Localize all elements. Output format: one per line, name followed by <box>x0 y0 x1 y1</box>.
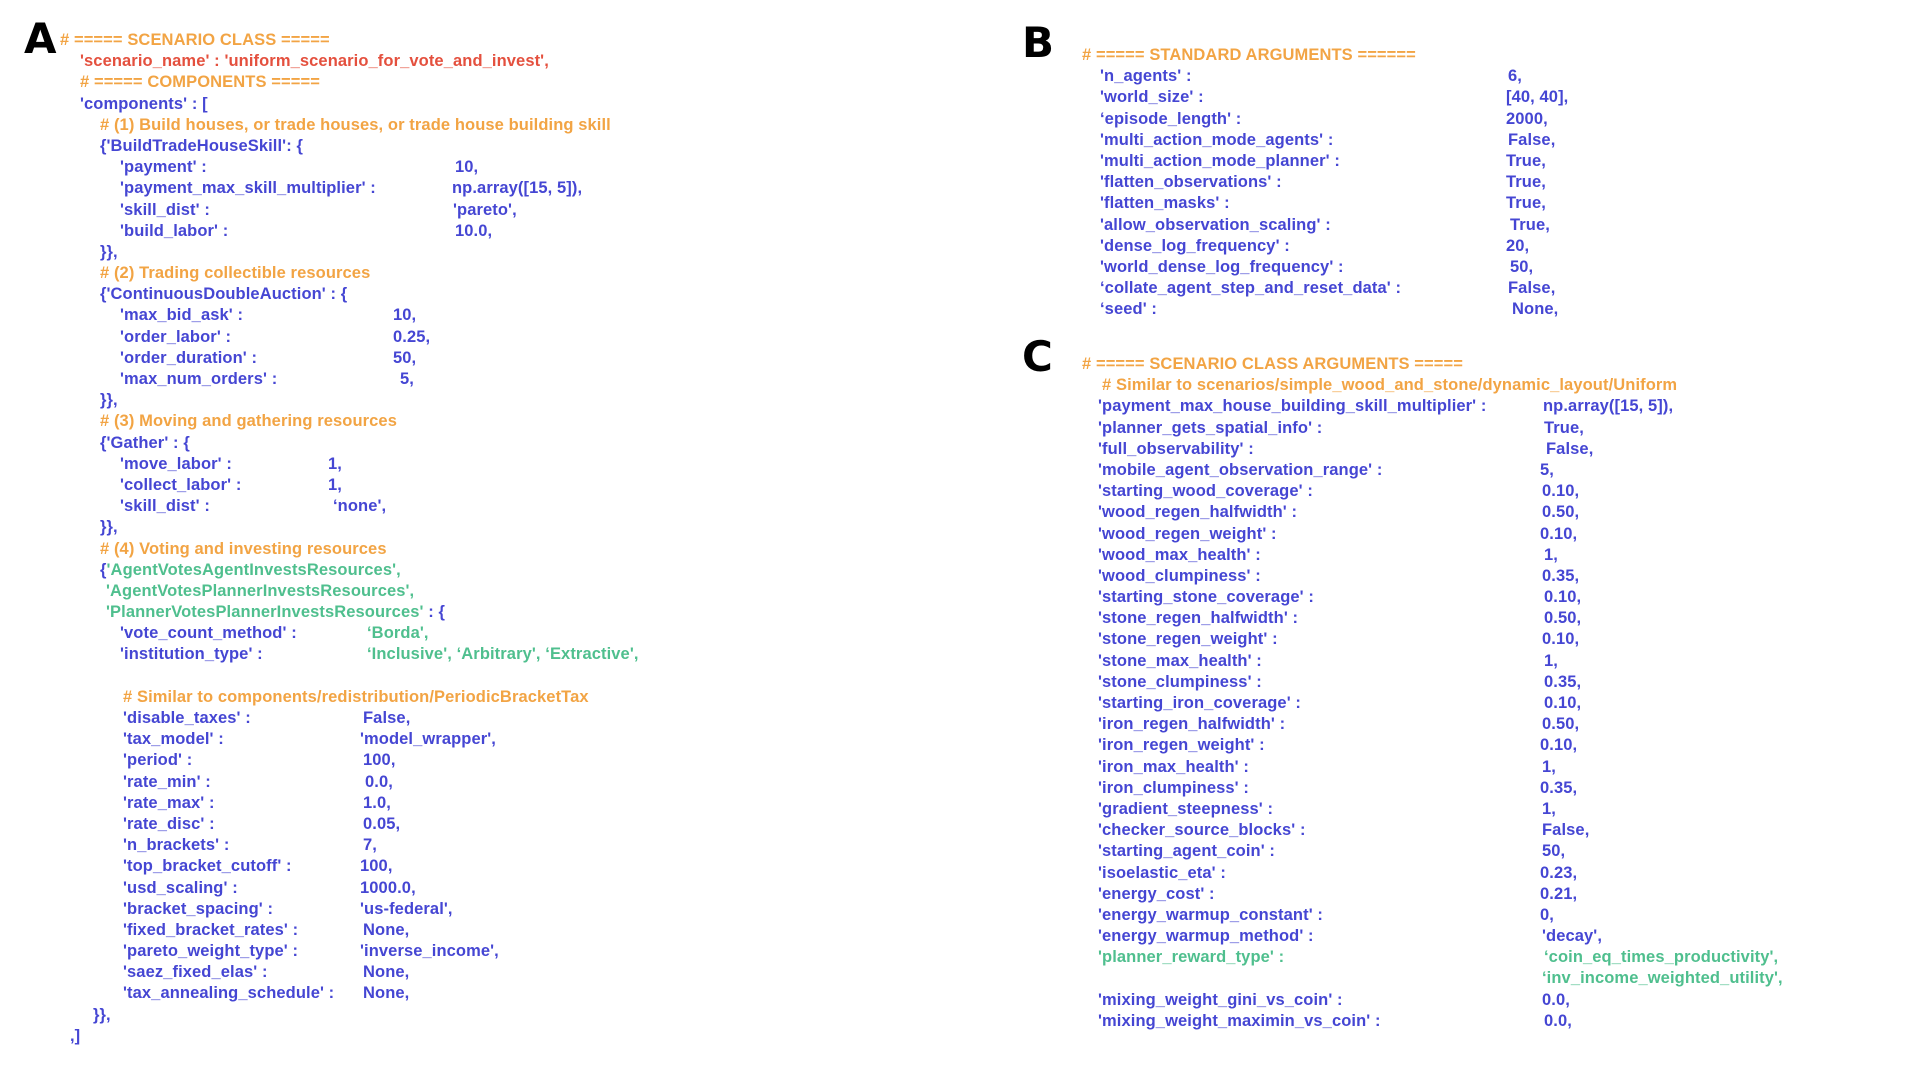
code-block <box>1082 354 1902 1032</box>
code-value: True, <box>1544 418 1584 437</box>
code-line <box>1082 257 1902 278</box>
code-line <box>1082 820 1902 841</box>
code-line <box>1082 109 1902 130</box>
code-line <box>60 72 960 93</box>
code-line <box>1082 396 1902 417</box>
code-value: 0.10, <box>1540 736 1578 755</box>
code-text: 'pareto_weight_type' : <box>123 942 299 961</box>
panel-a-label: A <box>24 14 57 63</box>
code-text: ‘seed' : <box>1100 300 1157 319</box>
code-text: 'institution_type' : <box>120 645 263 664</box>
code-line <box>1082 947 1902 968</box>
code-line <box>60 284 960 305</box>
code-text: 'flatten_observations' : <box>1100 173 1282 192</box>
code-line <box>60 835 960 856</box>
code-line <box>60 750 960 771</box>
code-value: 0.50, <box>1544 609 1582 628</box>
code-line <box>60 920 960 941</box>
code-text: # Similar to scenarios/simple_wood_and_stone/dynamic_layout/Uniform <box>1102 376 1678 395</box>
code-text: 'collect_labor' : <box>120 475 242 494</box>
code-line <box>60 157 960 178</box>
code-value: False, <box>363 709 411 727</box>
code-text: 'rate_max' : <box>123 793 215 812</box>
code-text: # (3) Moving and gathering resources <box>100 412 397 431</box>
code-value: 1.0, <box>363 793 391 812</box>
code-value: 'inverse_income', <box>360 942 499 961</box>
code-value: 0.25, <box>393 327 431 346</box>
code-text: 'order_duration' : <box>120 348 258 367</box>
code-line <box>1082 215 1902 236</box>
code-line <box>60 644 960 665</box>
code-line <box>60 348 960 369</box>
code-line <box>1082 481 1902 502</box>
code-line <box>60 708 960 729</box>
code-text: 'tax_annealing_schedule' : <box>123 984 335 1003</box>
code-line <box>60 30 960 51</box>
code-line <box>60 814 960 835</box>
code-text: 'iron_regen_weight' : <box>1098 736 1265 755</box>
code-value: ‘Borda', <box>367 624 429 643</box>
code-line <box>1082 629 1902 650</box>
code-value: 50, <box>1542 842 1566 861</box>
code-line <box>1082 778 1902 799</box>
code-text: 'gradient_steepness' : <box>1098 799 1274 818</box>
code-text: 'vote_count_method' : <box>120 624 297 643</box>
code-text: 'mixing_weight_gini_vs_coin' : <box>1098 990 1343 1009</box>
code-text: 'wood_max_health' : <box>1098 545 1261 564</box>
code-line <box>1082 151 1902 172</box>
code-text: 'world_size' : <box>1100 88 1204 107</box>
code-text: 'stone_max_health' : <box>1098 651 1262 670</box>
code-line <box>60 411 960 432</box>
code-value: 7, <box>363 836 377 855</box>
code-line <box>60 390 960 411</box>
code-line <box>1082 460 1902 481</box>
code-line <box>60 772 960 793</box>
code-line <box>60 941 960 962</box>
code-line <box>60 369 960 390</box>
code-line <box>60 263 960 284</box>
code-value: 0.50, <box>1542 715 1580 734</box>
code-text: 'n_agents' : <box>1100 67 1192 86</box>
code-value: ‘none', <box>333 497 387 516</box>
code-text: ‘episode_length' : <box>1100 109 1242 128</box>
code-value: True, <box>1506 173 1546 192</box>
code-text: # ===== STANDARD ARGUMENTS ====== <box>1082 46 1416 64</box>
code-value: None, <box>363 984 410 1003</box>
code-text: # (4) Voting and investing resources <box>100 539 387 558</box>
code-line <box>1082 905 1902 926</box>
code-text: 'n_brackets' : <box>123 836 230 855</box>
code-line <box>60 878 960 899</box>
code-text: # (2) Trading collectible resources <box>100 264 371 283</box>
code-value: 1, <box>1542 757 1556 776</box>
code-value: True, <box>1506 151 1546 170</box>
code-line <box>1082 757 1902 778</box>
code-line <box>60 433 960 454</box>
code-value: 0.10, <box>1540 524 1578 543</box>
code-value: np.array([15, 5]), <box>1543 397 1674 416</box>
code-value: 1, <box>1544 545 1558 564</box>
code-line <box>1082 278 1902 299</box>
code-line <box>1082 672 1902 693</box>
code-text: 'build_labor' : <box>120 221 229 240</box>
code-text: 'world_dense_log_frequency' : <box>1100 257 1344 276</box>
code-text: # ===== SCENARIO CLASS ARGUMENTS ===== <box>1082 355 1463 373</box>
panel-c-label: C <box>1022 332 1053 381</box>
code-line <box>60 517 960 538</box>
code-line <box>60 1005 960 1026</box>
code-value: 0.35, <box>1540 778 1578 797</box>
code-value: False, <box>1508 130 1556 149</box>
code-value: 20, <box>1506 236 1530 255</box>
code-value: 1, <box>328 454 342 473</box>
code-line <box>60 666 960 687</box>
code-text: 'PlannerVotesPlannerInvestsResources' <box>106 603 424 622</box>
code-value: 1, <box>1542 799 1556 818</box>
code-text: 'iron_max_health' : <box>1098 757 1249 776</box>
code-value: 0.35, <box>1544 672 1582 691</box>
code-line <box>1082 502 1902 523</box>
code-text: 'starting_stone_coverage' : <box>1098 588 1314 607</box>
code-line <box>1082 66 1902 87</box>
code-text: 'energy_warmup_method' : <box>1098 927 1314 946</box>
code-text: 'payment_max_skill_multiplier' : <box>120 179 376 198</box>
code-text: 'iron_regen_halfwidth' : <box>1098 715 1286 734</box>
code-value: 0.35, <box>1542 566 1580 585</box>
code-text: }}, <box>100 518 118 537</box>
code-text: {'BuildTradeHouseSkill': { <box>100 136 303 155</box>
code-line <box>1082 587 1902 608</box>
code-line <box>1082 130 1902 151</box>
code-value: 6, <box>1508 67 1522 86</box>
code-value: 10, <box>393 306 417 325</box>
code-text: 'allow_observation_scaling' : <box>1100 215 1331 234</box>
code-text: # ===== SCENARIO CLASS ===== <box>60 31 330 49</box>
code-line <box>1082 375 1902 396</box>
code-line <box>1082 990 1902 1011</box>
code-value: None, <box>363 963 410 982</box>
code-value: 100, <box>363 751 396 770</box>
code-value: False, <box>1508 279 1556 298</box>
code-text: 'skill_dist' : <box>120 497 210 516</box>
code-value: 5, <box>400 370 414 388</box>
code-value: 0, <box>1540 905 1554 924</box>
code-text: 'max_bid_ask' : <box>120 306 244 325</box>
code-text: 'AgentVotesPlannerInvestsResources', <box>106 581 415 600</box>
code-line <box>60 539 960 560</box>
code-value: 0.21, <box>1540 884 1578 903</box>
code-text: {'Gather' : { <box>100 433 190 452</box>
code-value: 0.0, <box>1544 1011 1572 1030</box>
code-text: 'bracket_spacing' : <box>123 899 274 918</box>
code-line <box>1082 193 1902 214</box>
code-value: np.array([15, 5]), <box>452 179 583 198</box>
code-line <box>1082 172 1902 193</box>
code-text: 'stone_clumpiness' : <box>1098 672 1262 691</box>
code-line <box>1082 608 1902 629</box>
code-text: 'rate_disc' : <box>123 814 215 833</box>
code-value: 1000.0, <box>360 878 416 897</box>
code-value: ‘inv_income_weighted_utility', <box>1542 969 1783 988</box>
code-value: 0.05, <box>363 814 401 833</box>
code-text: 'energy_cost' : <box>1098 884 1215 903</box>
code-line <box>60 983 960 1004</box>
code-text: 'iron_clumpiness' : <box>1098 778 1249 797</box>
code-line <box>60 1026 960 1047</box>
code-value: 2000, <box>1506 109 1548 128</box>
code-value: None, <box>1512 300 1559 319</box>
code-text: 'planner_gets_spatial_info' : <box>1098 418 1323 437</box>
code-line <box>60 327 960 348</box>
code-value: 0.23, <box>1540 863 1578 882</box>
code-line <box>60 687 960 708</box>
code-value: 'pareto', <box>453 200 517 219</box>
code-value: 0.10, <box>1542 630 1580 649</box>
code-value: 50, <box>1510 257 1534 276</box>
code-line <box>60 94 960 115</box>
code-value: 5, <box>1540 460 1554 479</box>
code-text: 'components' : [ <box>80 94 208 113</box>
code-value: ‘coin_eq_times_productivity', <box>1544 948 1779 967</box>
code-text: 'energy_warmup_constant' : <box>1098 905 1324 924</box>
code-line <box>60 729 960 750</box>
code-value: True, <box>1510 215 1550 234</box>
code-value: 0.50, <box>1542 503 1580 522</box>
code-line <box>60 51 960 72</box>
code-text: 'max_num_orders' : <box>120 370 278 388</box>
code-line <box>60 856 960 877</box>
code-text: 'tax_model' : <box>123 730 224 749</box>
code-line <box>60 496 960 517</box>
code-text: 'payment' : <box>120 158 207 177</box>
code-text: 'order_labor' : <box>120 327 232 346</box>
code-line <box>1082 524 1902 545</box>
code-value: 0.10, <box>1544 694 1582 712</box>
code-line <box>60 454 960 475</box>
code-value: False, <box>1546 439 1594 458</box>
code-value: 100, <box>360 857 393 876</box>
code-line <box>1082 439 1902 460</box>
code-text: 'mobile_agent_observation_range' : <box>1098 460 1383 479</box>
code-line <box>60 793 960 814</box>
code-text: 'rate_min' : <box>123 772 211 791</box>
code-line <box>1082 841 1902 862</box>
code-text: 'fixed_bracket_rates' : <box>123 920 299 939</box>
code-value: 0.0, <box>1542 990 1570 1009</box>
code-value: 1, <box>1544 651 1558 670</box>
code-value: 1, <box>328 475 342 494</box>
code-line <box>60 560 960 581</box>
code-line <box>60 136 960 157</box>
code-value: 50, <box>393 348 417 367</box>
code-text: }}, <box>100 391 118 410</box>
code-line <box>60 623 960 644</box>
code-value: True, <box>1506 194 1546 213</box>
code-text: # (1) Build houses, or trade houses, or trade house building skill <box>100 115 611 134</box>
code-text: 'isoelastic_eta' : <box>1098 863 1226 882</box>
code-line <box>60 221 960 242</box>
code-text: ,] <box>70 1026 81 1045</box>
code-text: 'checker_source_blocks' : <box>1098 821 1306 840</box>
code-value: 10.0, <box>455 221 493 240</box>
code-line <box>1082 651 1902 672</box>
code-text: 'stone_regen_weight' : <box>1098 630 1278 649</box>
code-text: 'wood_regen_halfwidth' : <box>1098 503 1298 522</box>
code-line <box>1082 566 1902 587</box>
code-line <box>60 178 960 199</box>
code-text: 'planner_reward_type' : <box>1098 948 1285 967</box>
code-text: 'multi_action_mode_planner' : <box>1100 151 1340 170</box>
code-text: 'scenario_name' : 'uniform_scenario_for_vote_and_invest', <box>80 52 549 71</box>
code-text: 'dense_log_frequency' : <box>1100 236 1290 255</box>
code-text: 'starting_agent_coin' : <box>1098 842 1276 861</box>
code-line <box>1082 45 1902 66</box>
code-line <box>1082 1011 1902 1032</box>
code-line <box>1082 735 1902 756</box>
code-value: 0.10, <box>1544 588 1582 607</box>
code-text: }}, <box>100 242 118 261</box>
code-text: { <box>100 560 107 579</box>
code-line <box>1082 236 1902 257</box>
code-text: 'full_observability' : <box>1098 439 1254 458</box>
code-line <box>1082 354 1902 375</box>
code-text: 'move_labor' : <box>120 454 232 473</box>
code-line <box>60 899 960 920</box>
code-value: 0.10, <box>1542 482 1580 501</box>
code-line <box>1082 693 1902 714</box>
code-line <box>1082 799 1902 820</box>
code-text: 'AgentVotesAgentInvestsResources', <box>106 560 401 579</box>
code-text: {'ContinuousDoubleAuction' : { <box>100 285 348 304</box>
code-line <box>1082 863 1902 884</box>
code-text: # ===== COMPONENTS ===== <box>80 73 320 92</box>
code-value: 'model_wrapper', <box>360 730 496 749</box>
code-value: 10, <box>455 158 479 177</box>
code-line <box>1082 884 1902 905</box>
code-value: None, <box>363 920 410 939</box>
code-text: 'payment_max_house_building_skill_multiplier' : <box>1098 397 1487 416</box>
code-block <box>60 30 960 1047</box>
code-value: 0.0, <box>365 772 393 791</box>
code-line <box>1082 299 1902 320</box>
code-line <box>60 305 960 326</box>
code-text: 'disable_taxes' : <box>123 709 251 727</box>
code-line <box>1082 968 1902 989</box>
code-line <box>1082 87 1902 108</box>
code-line <box>1082 714 1902 735</box>
code-text: : { <box>423 603 446 622</box>
code-text: # Similar to components/redistribution/PeriodicBracketTax <box>123 687 589 706</box>
code-text: ‘collate_agent_step_and_reset_data' : <box>1100 279 1402 298</box>
code-line <box>1082 418 1902 439</box>
code-text: 'saez_fixed_elas' : <box>123 963 268 982</box>
code-line <box>60 200 960 221</box>
code-line <box>1082 926 1902 947</box>
code-value: False, <box>1542 821 1590 840</box>
code-line <box>60 115 960 136</box>
code-text: 'top_bracket_cutoff' : <box>123 857 292 876</box>
code-block <box>1082 45 1902 320</box>
code-text: 'stone_regen_halfwidth' : <box>1098 609 1299 628</box>
code-line <box>60 962 960 983</box>
code-text: 'flatten_masks' : <box>1100 194 1230 213</box>
code-text: }}, <box>93 1005 111 1024</box>
code-text: 'starting_iron_coverage' : <box>1098 694 1302 712</box>
code-text: 'wood_clumpiness' : <box>1098 566 1261 585</box>
code-value: 'us-federal', <box>360 899 453 918</box>
code-text: 'skill_dist' : <box>120 200 210 219</box>
code-value: 'decay', <box>1542 927 1603 946</box>
code-text: 'multi_action_mode_agents' : <box>1100 130 1334 149</box>
code-line <box>60 242 960 263</box>
code-text: 'period' : <box>123 751 193 770</box>
code-text: 'mixing_weight_maximin_vs_coin' : <box>1098 1011 1381 1030</box>
code-text: 'wood_regen_weight' : <box>1098 524 1277 543</box>
code-text: 'usd_scaling' : <box>123 878 238 897</box>
code-line <box>60 475 960 496</box>
code-value: ‘Inclusive', ‘Arbitrary', ‘Extractive', <box>367 645 639 664</box>
code-line <box>1082 545 1902 566</box>
code-line <box>60 581 960 602</box>
code-text: 'starting_wood_coverage' : <box>1098 482 1313 501</box>
code-value: [40, 40], <box>1506 88 1569 107</box>
panel-b-label: B <box>1022 18 1055 67</box>
code-line <box>60 602 960 623</box>
